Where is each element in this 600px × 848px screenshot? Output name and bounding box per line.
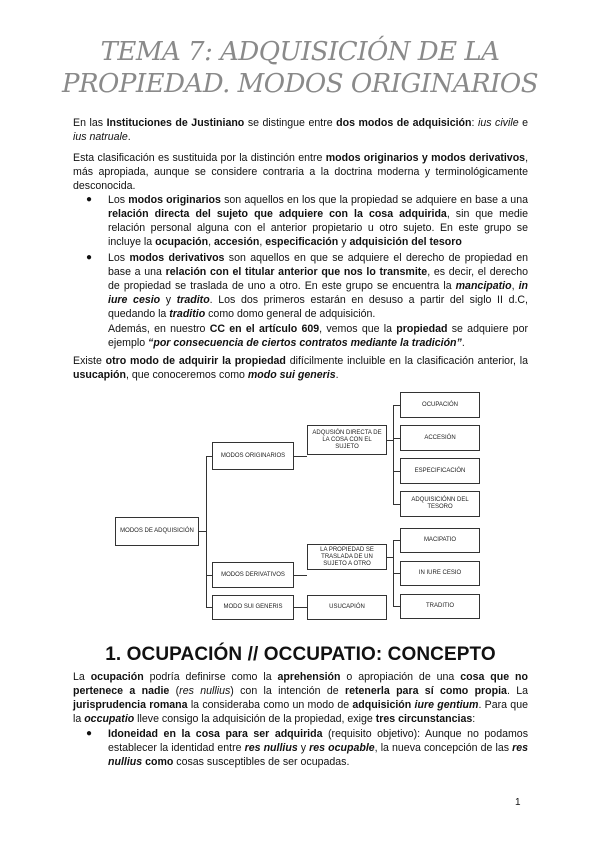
section-heading: 1. OCUPACIÓN // OCCUPATIO: CONCEPTO [105,644,496,665]
connector-line [393,438,400,439]
diagram-especificacion-box: ESPECIFICACIÓN [400,458,480,484]
connector-line [393,504,400,505]
diagram-mancipatio-box: MACIPATIO [400,528,480,553]
paragraph-institutions: En las Instituciones de Justiniano se distingue entre dos modos de adquisición: ius civile e ius natruale. [73,117,529,143]
diagram-transfer-relation-box: LA PROPIEDAD SE TRASLADA DE UN SUJETO A OTRO [307,544,387,570]
bullet-modos-originarios: Los modos originarios son aquellos en los que la propiedad se adquiere en base a una relación directa del sujeto que adquiere con la cosa adquirida, sin que medie relación personal alguna con el anterior propietario u otro sujeto. En este grupo se incluye la ocupación, accesión, especificación y adquisición del tesoro [108,194,528,248]
connector-line [294,607,307,608]
diagram-originarios-box: MODOS ORIGINARIOS [212,442,294,470]
diagram-accesion-box: ACCESIÓN [400,425,480,451]
diagram-traditio-box: TRADITIO [400,594,480,619]
bullet-modos-derivativos: Los modos derivativos son aquellos en que se adquiere el derecho de propiedad en base a una relación con el titular anterior que nos lo transmite, es decir, el derecho de propiedad se traslada de uno a otro. En este grupo se encuentra la mancipatio, in iure cesio y tradito. Los dos primeros estarán en desuso a partir del siglo II d.C, quedando la traditio como domo general de adquisición. [108,252,529,320]
diagram-root-box: MODOS DE ADQUISICIÓN [115,517,199,546]
connector-line [393,405,400,406]
diagram-usucapion-box: USUCAPIÓN [307,595,387,620]
title-line-2: PROPIEDAD. MODOS ORIGINARIOS [61,69,539,99]
document-title [60,36,540,100]
diagram-direct-relation-box: ADQUSIÓN DIRECTA DE LA COSA CON EL SUJETO [307,425,387,455]
connector-line [206,456,207,607]
diagram-tesoro-box: ADQUISICIÓNN DEL TESORO [400,491,480,517]
paragraph-usucapion: Existe otro modo de adquirir la propiedad difícilmente incluible en la clasificación anterior, la usucapión, que conoceremos como modo sui generis. [73,355,529,381]
bullet-dot: ● [86,194,93,205]
diagram-derivativos-box: MODOS DERIVATIVOS [212,562,294,588]
connector-line [393,471,400,472]
connector-line [393,540,400,541]
connector-line [199,531,206,532]
page-number: 1 [515,797,521,808]
paragraph-cc-609: Además, en nuestro CC en el artículo 609, vemos que la propiedad se adquiere por ejemplo “por consecuencia de ciertos contratos mediante la tradición”. [108,323,528,349]
connector-line [393,405,394,505]
diagram-sui-generis-box: MODO SUI GENERIS [212,595,294,620]
bullet-dot: ● [86,728,93,739]
bullet-idoneidad: Idoneidad en la cosa para ser adquirida (requisito objetivo): Aunque no podamos establecer la identidad entre res nullius y res ocupable, la nueva concepción de las res nullius como cosas susceptibles de ser ocupadas. [108,728,529,768]
paragraph-ocupacion: La ocupación podría definirse como la aprehensión o apropiación de una cosa que no pertenece a nadie (res nullius) con la intención de retenerla para sí como propia. La jurisprudencia romana la consideraba como un modo de adquisición iure gentium. Para que la occupatio lleve consigo la adquisición de la propiedad, exige tres circunstancias: [73,671,529,725]
diagram-ocupacion-box: OCUPACIÓN [400,392,480,418]
bullet-dot: ● [86,252,93,263]
connector-line [294,456,307,457]
connector-line [393,573,400,574]
paragraph-classification: Esta clasificación es sustituida por la distinción entre modos originarios y modos derivativos, más apropiada, aunque se considere contraria a la doctrina moderna y terminológicamente desconocida. [73,152,529,192]
connector-line [393,606,400,607]
connector-line [294,575,307,576]
diagram-in-iure-cesio-box: IN IURE CESIO [400,561,480,586]
title-line-1: TEMA 7: ADQUISICIÓN DE LA [100,37,500,67]
